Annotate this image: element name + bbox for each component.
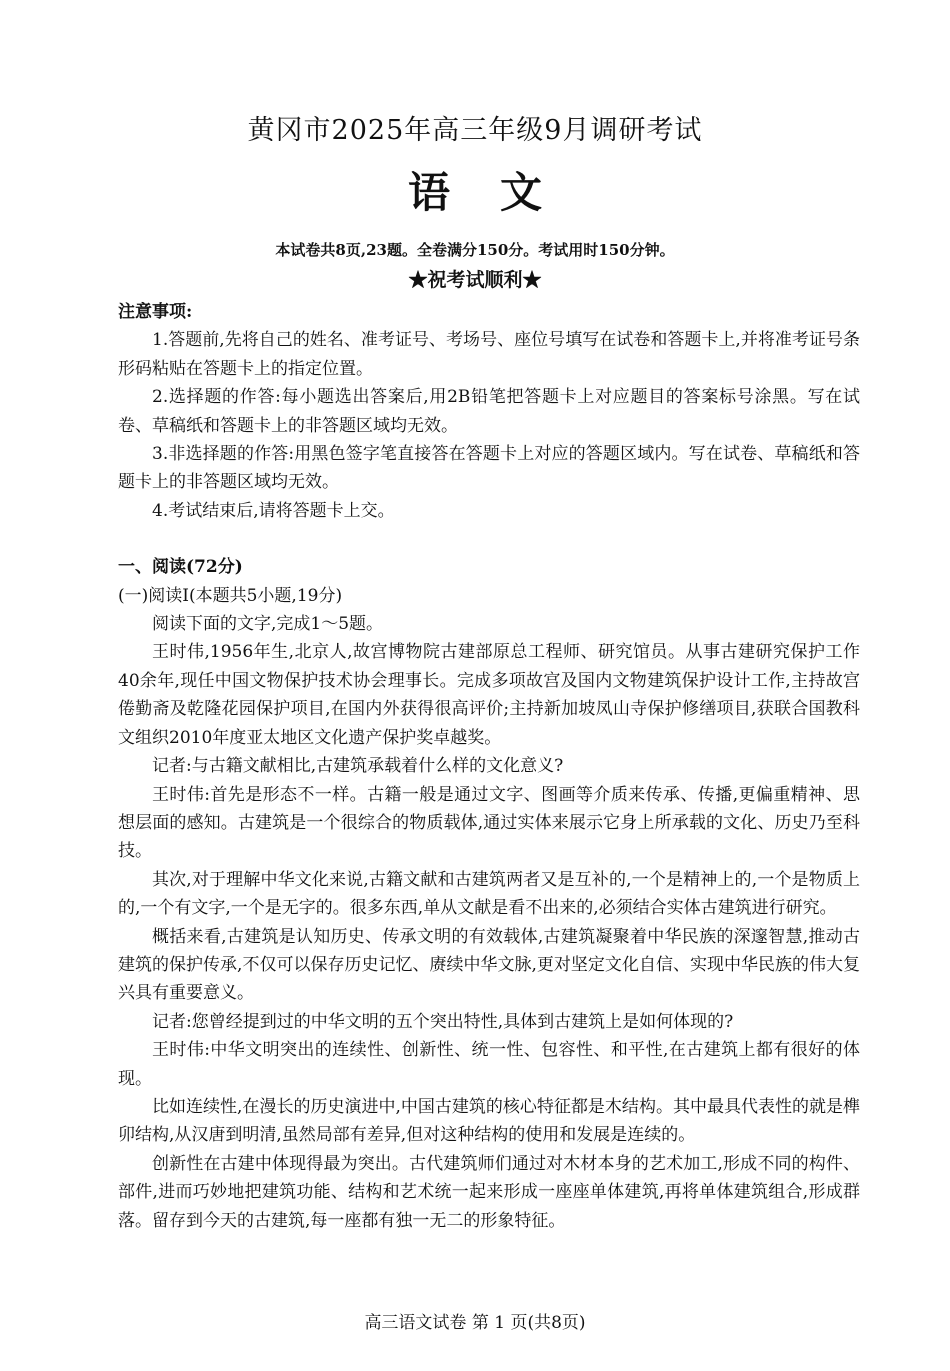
page-content xyxy=(118,298,860,1235)
passage-paragraph: 记者:与古籍文献相比,古建筑承载着什么样的文化意义? xyxy=(152,756,564,777)
passage-paragraph: 王时伟,1956年生,北京人,故宫博物院古建部原总工程师、研究馆员。从事古建研究保护工作40余年,现任中国文物保护技术协会理事长。完成多项故宫及国内文物建筑保护设计工作,主持故宫倦勤斋及乾隆花园保护项目,在国内外获得很高评价;主持新加坡凤山寺保护修缮项目,获联合国教科文组织2010年度亚太地区文化遗产保护奖卓越奖。 xyxy=(118,642,860,748)
subsection-title: (一)阅读Ⅰ(本题共5小题,19分) xyxy=(118,585,343,606)
exam-title: 黄冈市2025年高三年级9月调研考试 xyxy=(247,115,703,146)
passage-paragraph: 王时伟:首先是形态不一样。古籍一般是通过文字、图画等介质来传承、传播,更偏重精神、思想层面的感知。古建筑是一个很综合的物质载体,通过实体来展示它身上所承载的文化、历史乃至科技。 xyxy=(118,784,860,862)
notice-heading: 注意事项: xyxy=(118,302,193,322)
notice-item: 1.答题前,先将自己的姓名、准考证号、考场号、座位号填写在试卷和答题卡上,并将准考证号条形码粘贴在答题卡上的指定位置。 xyxy=(118,330,860,379)
good-luck-banner: ★祝考试顺利★ xyxy=(408,269,542,291)
section-title: 一、阅读(72分) xyxy=(118,557,243,578)
notice-item: 3.非选择题的作答:用黑色签字笔直接答在答题卡上对应的答题区域内。写在试卷、草稿纸和答题卡上的非答题区域均无效。 xyxy=(118,444,860,493)
passage-paragraph: 概括来看,古建筑是认知历史、传承文明的有效载体,古建筑凝聚着中华民族的深邃智慧,推动古建筑的保护传承,不仅可以保存历史记忆、赓续中华文脉,更对坚定文化自信、实现中华民族的伟大复兴具有重要意义。 xyxy=(118,926,860,1004)
notice-item: 4.考试结束后,请将答题卡上交。 xyxy=(152,500,395,521)
section-gap xyxy=(118,525,860,553)
passage-paragraph: 其次,对于理解中华文化来说,古籍文献和古建筑两者又是互补的,一个是精神上的,一个是物质上的,一个有文字,一个是无字的。很多东西,单从文献是看不出来的,必须结合实体古建筑进行研究。 xyxy=(118,869,860,919)
passage-paragraph: 记者:您曾经提到过的中华文明的五个突出特性,具体到古建筑上是如何体现的? xyxy=(152,1011,734,1032)
passage-paragraph: 创新性在古建中体现得最为突出。古代建筑师们通过对木材本身的艺术加工,形成不同的构件、部件,进而巧妙地把建筑功能、结构和艺术统一起来形成一座座单体建筑,再将单体建筑组合,形成群落。留存到今天的古建筑,每一座都有独一无二的形象特征。 xyxy=(118,1153,860,1231)
passage-paragraph: 王时伟:中华文明突出的连续性、创新性、统一性、包容性、和平性,在古建筑上都有很好的体现。 xyxy=(118,1040,860,1089)
reading-instruction: 阅读下面的文字,完成1～5题。 xyxy=(152,614,384,635)
page-footer: 高三语文试卷 第 1 页(共8页) xyxy=(364,1313,586,1333)
exam-info: 本试卷共8页,23题。全卷满分150分。考试用时150分钟。 xyxy=(275,241,675,259)
notice-item: 2.选择题的作答:每小题选出答案后,用2B铅笔把答题卡上对应题目的答案标号涂黑。写在试卷、草稿纸和答题卡上的非答题区域均无效。 xyxy=(118,387,860,436)
subject-title: 语文 xyxy=(407,168,592,217)
passage-paragraph: 比如连续性,在漫长的历史演进中,中国古建筑的核心特征都是木结构。其中最具代表性的就是榫卯结构,从汉唐到明清,虽然局部有差异,但对这种结构的使用和发展是连续的。 xyxy=(118,1096,860,1146)
